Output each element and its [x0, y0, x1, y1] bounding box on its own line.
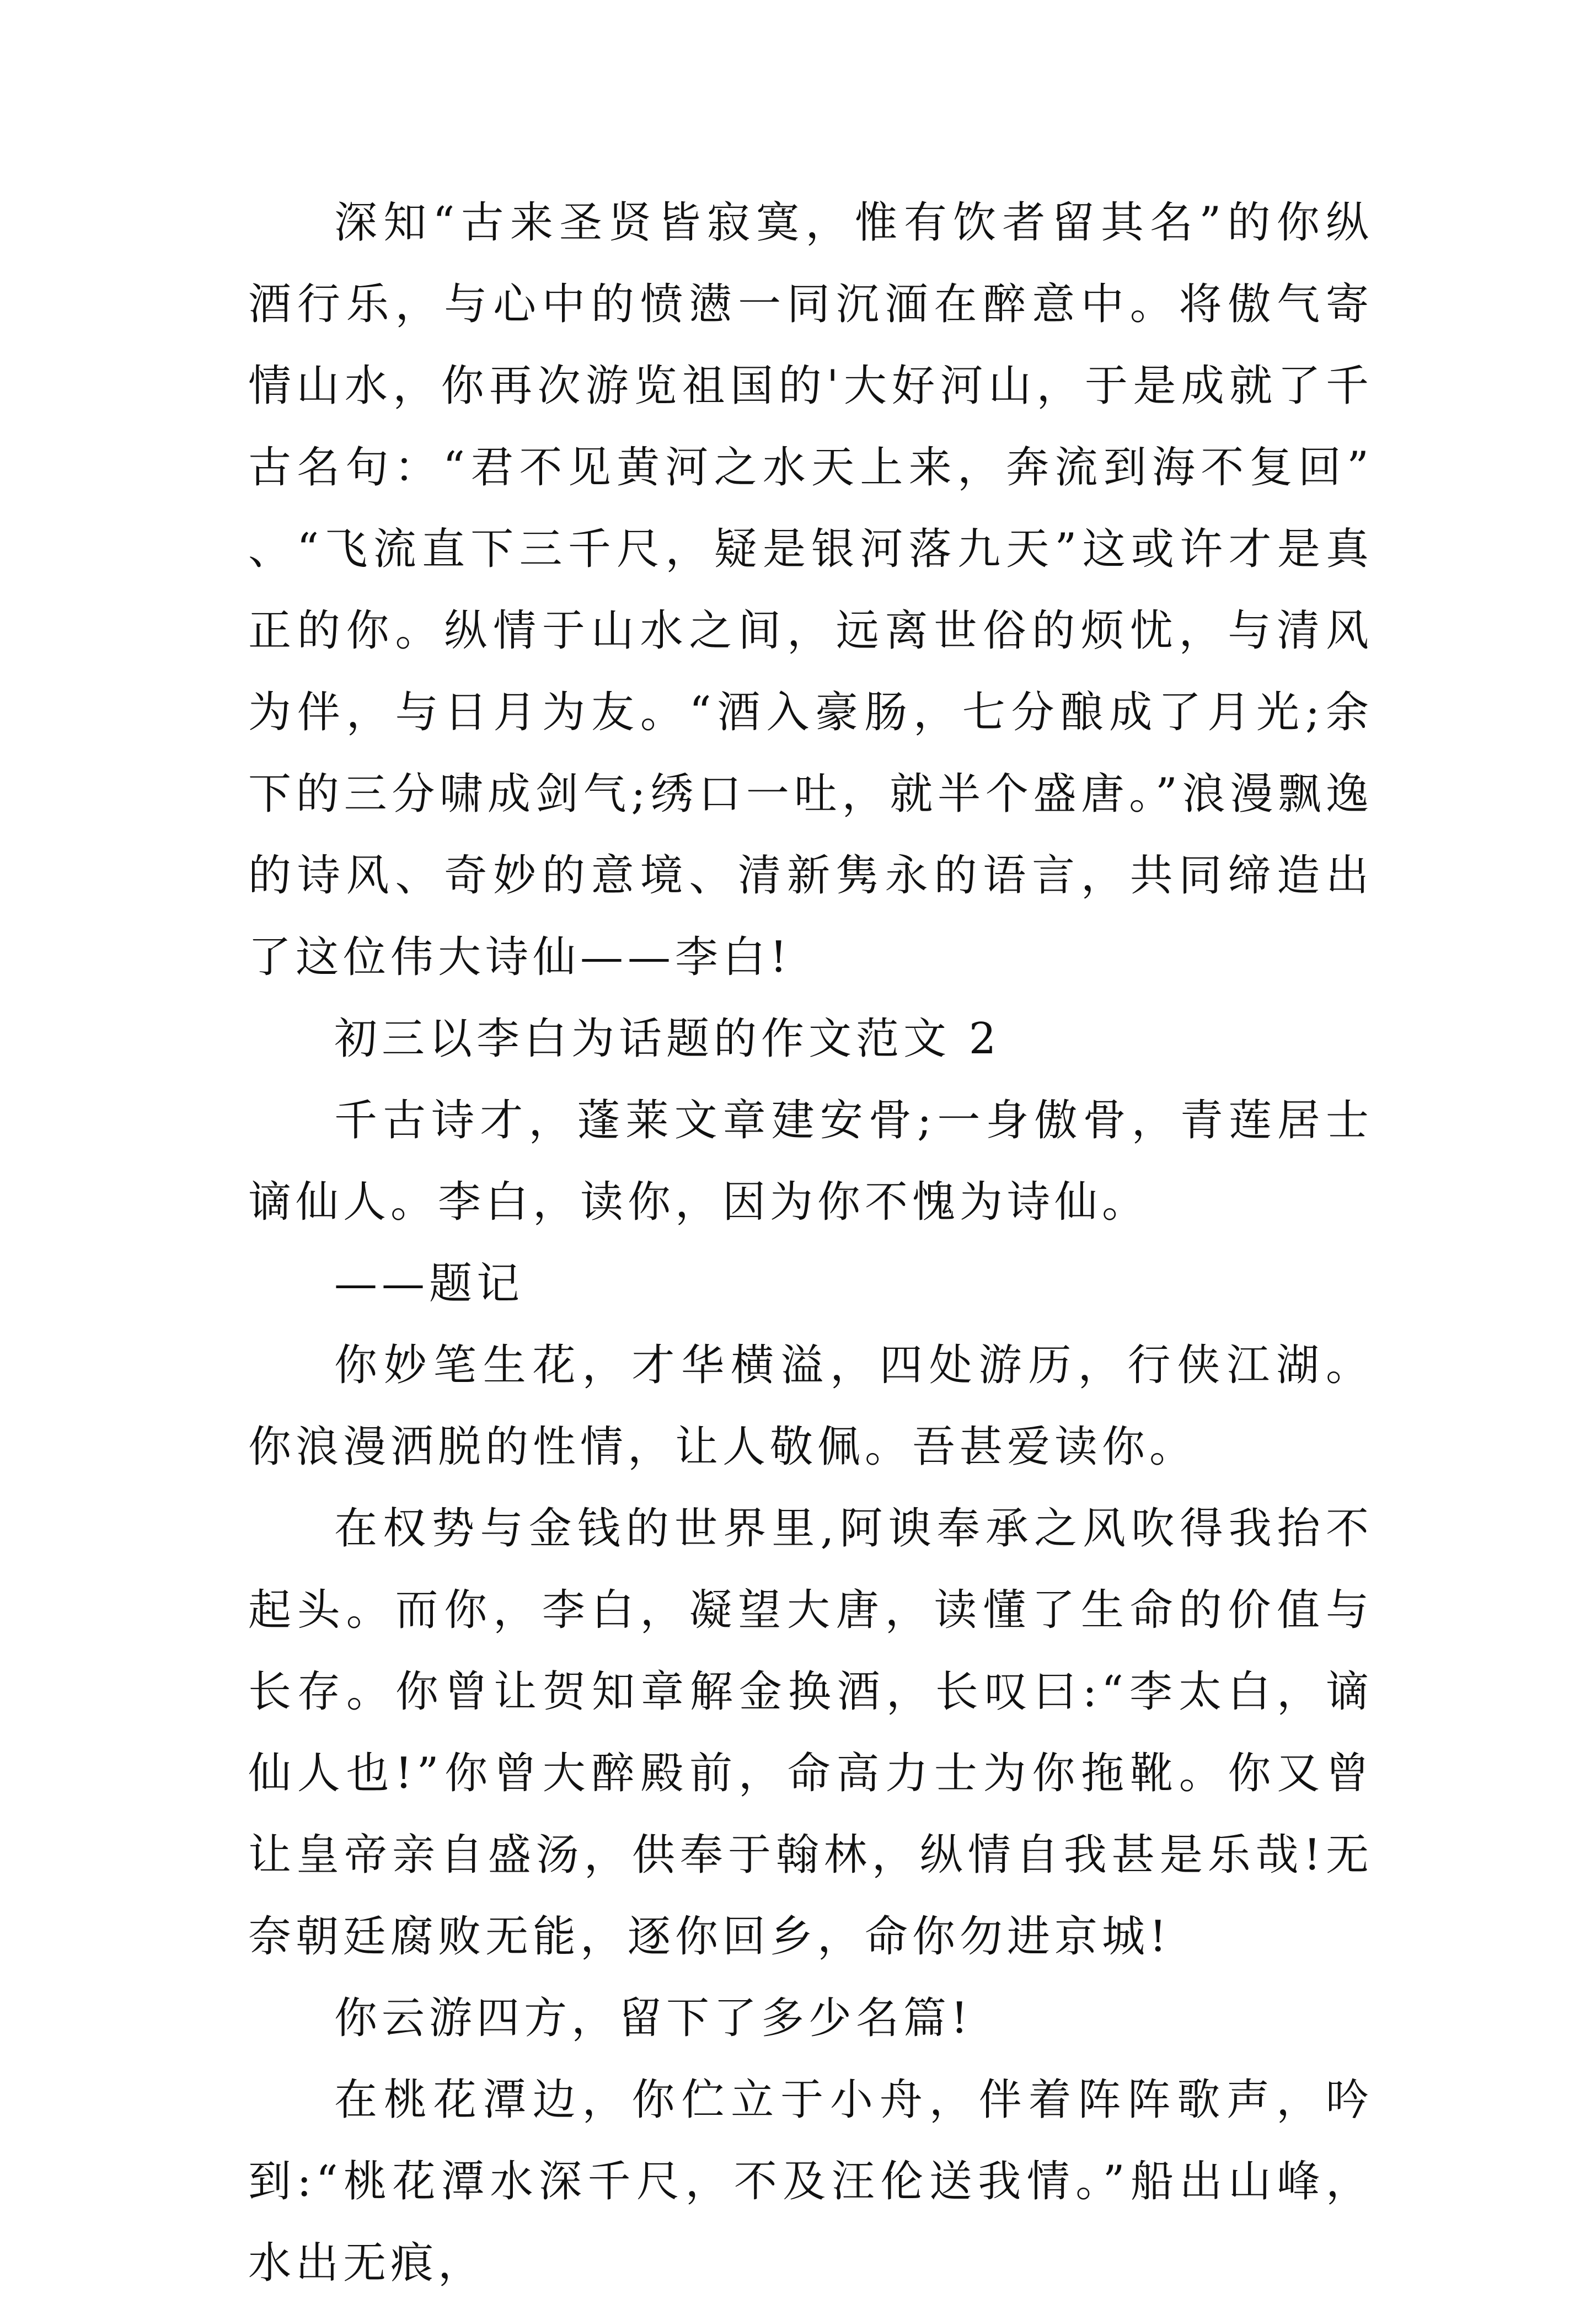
- paragraph-li-bai-wine-mountains: 深知“古来圣贤皆寂寞，惟有饮者留其名”的你纵酒行乐，与心中的愤懑一同沉湎在醉意中。将傲气寄情山水，你再次游览祖国的'大好河山，于是成就了千古名句：“君不见黄河之水天上来，奔流到海不复回”、“飞流直下三千尺，疑是银河落九天”这或许才是真正的你。纵情于山水之间，远离世俗的烦忧，与清风为伴，与日月为友。“酒入豪肠，七分酿成了月光;余下的三分啸成剑气;绣口一吐，就半个盛唐。”浪漫飘逸的诗风、奇妙的意境、清新隽永的语言，共同缔造出了这位伟大诗仙——李白!: [248, 198, 1373, 982]
- paragraph-travels: 你云游四方，留下了多少名篇!: [334, 1994, 973, 2043]
- document-body: [248, 182, 1373, 2304]
- essay-title-2: 初三以李白为话题的作文范文 2: [334, 1014, 1001, 1064]
- paragraph-talent: 你妙笔生花，才华横溢，四处游历，行侠江湖。你浪漫洒脱的性情，让人敬佩。吾甚爱读你。: [248, 1341, 1373, 1472]
- paragraph-power-and-money: 在权势与金钱的世界里,阿谀奉承之风吹得我抬不起头。而你，李白，凝望大唐，读懂了生命的价值与长存。你曾让贺知章解金换酒，长叹曰:“李太白，谪仙人也!”你曾大醉殿前，命高力士为你拖靴。你又曾让皇帝亲自盛汤，供奉于翰林，纵情自我甚是乐哉!无奈朝廷腐败无能，逐你回乡，命你勿进京城!: [248, 1504, 1373, 1962]
- epigraph-label: ——题记: [334, 1259, 524, 1309]
- paragraph-peach-blossom-pond: 在桃花潭边，你伫立于小舟，伴着阵阵歌声，吟到:“桃花潭水深千尺，不及汪伦送我情。”船出山峰，水出无痕，: [248, 2075, 1373, 2288]
- paragraph-intro-couplet: 千古诗才，蓬莱文章建安骨;一身傲骨，青莲居士谪仙人。李白，读你，因为你不愧为诗仙。: [248, 1096, 1373, 1227]
